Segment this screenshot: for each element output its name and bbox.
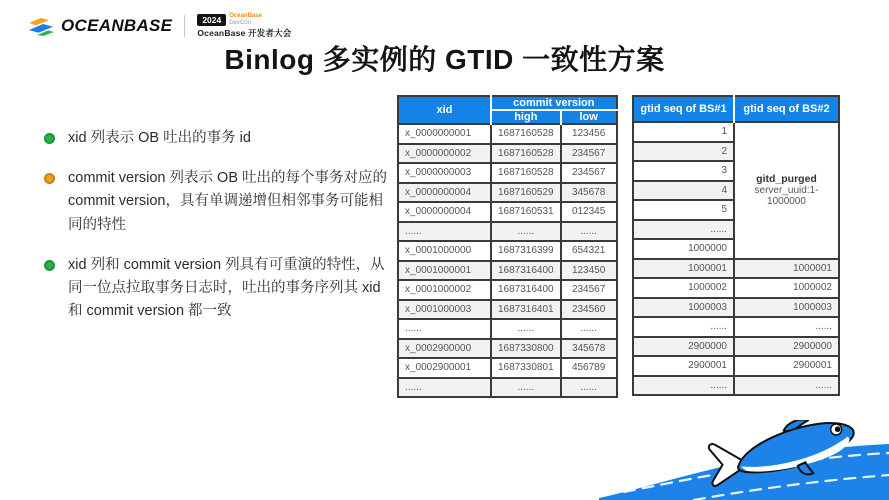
cell-low: 234567 bbox=[561, 163, 617, 183]
wave-fish-illustration bbox=[599, 420, 889, 500]
cell-gtid-bs1: 3 bbox=[633, 161, 734, 181]
col-header-gtid-bs2: gtid seq of BS#2 bbox=[734, 96, 839, 122]
cell-low: 456789 bbox=[561, 358, 617, 378]
cell-gtid-bs1: ...... bbox=[633, 220, 734, 240]
table-row bbox=[633, 337, 839, 357]
cell-xid: ...... bbox=[398, 378, 491, 398]
cell-gtid-bs1: 2900001 bbox=[633, 356, 734, 376]
cell-low: 234567 bbox=[561, 144, 617, 164]
table-row bbox=[398, 183, 617, 203]
badge-line1: OceanBase bbox=[229, 13, 262, 19]
oceanbase-logo-icon bbox=[28, 16, 54, 36]
cell-low: 123450 bbox=[561, 261, 617, 281]
bullet-item bbox=[44, 254, 396, 324]
col-header-commit-version: commit version bbox=[491, 96, 617, 110]
xid-commit-version-table bbox=[397, 95, 618, 398]
gtid-seq-table bbox=[632, 95, 840, 396]
cell-gtid-bs1: ...... bbox=[633, 376, 734, 396]
cell-low: 654321 bbox=[561, 241, 617, 261]
devcon-badge bbox=[197, 13, 291, 39]
cell-low: ...... bbox=[561, 222, 617, 242]
table-row bbox=[398, 144, 617, 164]
cell-gtid-bs2: 2900001 bbox=[734, 356, 839, 376]
cell-low: 345678 bbox=[561, 183, 617, 203]
cell-xid: x_0000000002 bbox=[398, 144, 491, 164]
cell-gtid-bs2: 1000002 bbox=[734, 278, 839, 298]
cell-high: 1687160528 bbox=[491, 124, 561, 144]
bullet-text: commit version 列表示 OB 吐出的每个事务对应的 commit version，具有单调递增但相邻事务可能相同的特性 bbox=[68, 170, 388, 233]
table-row bbox=[398, 339, 617, 359]
cell-xid: x_0000000004 bbox=[398, 183, 491, 203]
bullet-dot-icon bbox=[44, 260, 55, 271]
col-header-high: high bbox=[491, 110, 561, 124]
brand-divider bbox=[184, 15, 185, 37]
cell-high: ...... bbox=[491, 378, 561, 398]
cell-low: 123456 bbox=[561, 124, 617, 144]
badge-subtitle: OceanBase 开发者大会 bbox=[197, 28, 292, 39]
cell-low: 234560 bbox=[561, 300, 617, 320]
bullet-item bbox=[44, 127, 396, 150]
table-row bbox=[398, 319, 617, 339]
cell-xid: ...... bbox=[398, 319, 491, 339]
cell-high: ...... bbox=[491, 222, 561, 242]
cell-gtid-bs2: 1000001 bbox=[734, 259, 839, 279]
gtid-purged-merged-cell bbox=[734, 122, 839, 259]
gtid-purged-server-uuid: server_uuid:1-1000000 bbox=[754, 185, 819, 208]
table-row bbox=[398, 222, 617, 242]
cell-high: ...... bbox=[491, 319, 561, 339]
bullet-list bbox=[44, 127, 396, 340]
cell-gtid-bs1: 1000002 bbox=[633, 278, 734, 298]
cell-low: 345678 bbox=[561, 339, 617, 359]
table-row bbox=[633, 376, 839, 396]
col-header-low: low bbox=[561, 110, 617, 124]
brand-header bbox=[28, 13, 292, 39]
cell-gtid-bs2: 1000003 bbox=[734, 298, 839, 318]
cell-high: 1687330801 bbox=[491, 358, 561, 378]
cell-gtid-bs1: 2900000 bbox=[633, 337, 734, 357]
cell-gtid-bs1: ...... bbox=[633, 317, 734, 337]
cell-xid: x_0001000003 bbox=[398, 300, 491, 320]
cell-gtid-bs1: 1000001 bbox=[633, 259, 734, 279]
cell-high: 1687160529 bbox=[491, 183, 561, 203]
cell-high: 1687316400 bbox=[491, 280, 561, 300]
bullet-item bbox=[44, 167, 396, 237]
cell-high: 1687316400 bbox=[491, 261, 561, 281]
table-row bbox=[398, 378, 617, 398]
table-row bbox=[633, 278, 839, 298]
table-row bbox=[633, 259, 839, 279]
cell-gtid-bs2: ...... bbox=[734, 376, 839, 396]
oceanbase-logo-text: OCEANBASE bbox=[61, 16, 173, 36]
table-row bbox=[398, 124, 617, 144]
bullet-text: xid 列和 commit version 列具有可重演的特性，从同一位点拉取事务日志时，吐出的事务序列其 xid 和 commit version 都一致 bbox=[68, 256, 385, 320]
cell-gtid-bs1: 5 bbox=[633, 200, 734, 220]
col-header-gtid-bs1: gtid seq of BS#1 bbox=[633, 96, 734, 122]
cell-xid: x_0002900000 bbox=[398, 339, 491, 359]
cell-xid: x_0002900001 bbox=[398, 358, 491, 378]
bullet-dot-icon bbox=[44, 133, 55, 144]
table-row bbox=[398, 241, 617, 261]
cell-high: 1687160528 bbox=[491, 163, 561, 183]
table-row bbox=[398, 202, 617, 222]
cell-gtid-bs1: 2 bbox=[633, 142, 734, 162]
cell-gtid-bs1: 1000000 bbox=[633, 239, 734, 259]
cell-xid: x_0000000004 bbox=[398, 202, 491, 222]
cell-gtid-bs2: 2900000 bbox=[734, 337, 839, 357]
badge-year: 2024 bbox=[197, 14, 226, 26]
cell-high: 1687330800 bbox=[491, 339, 561, 359]
cell-high: 1687316399 bbox=[491, 241, 561, 261]
cell-high: 1687160531 bbox=[491, 202, 561, 222]
table-row bbox=[398, 300, 617, 320]
cell-gtid-bs1: 1 bbox=[633, 122, 734, 142]
badge-lines bbox=[229, 13, 262, 26]
gtid-purged-title: gitd_purged bbox=[756, 173, 817, 186]
cell-low: ...... bbox=[561, 319, 617, 339]
page-title: Binlog 多实例的 GTID 一致性方案 bbox=[224, 44, 665, 75]
bullet-dot-icon bbox=[44, 173, 55, 184]
cell-xid: x_0001000001 bbox=[398, 261, 491, 281]
cell-xid: x_0000000003 bbox=[398, 163, 491, 183]
table-row bbox=[398, 261, 617, 281]
cell-xid: x_0000000001 bbox=[398, 124, 491, 144]
col-header-xid: xid bbox=[398, 96, 491, 124]
cell-xid: x_0001000000 bbox=[398, 241, 491, 261]
cell-high: 1687160528 bbox=[491, 144, 561, 164]
cell-xid: x_0001000002 bbox=[398, 280, 491, 300]
table-row bbox=[398, 358, 617, 378]
cell-low: ...... bbox=[561, 378, 617, 398]
cell-low: 234567 bbox=[561, 280, 617, 300]
cell-gtid-bs2: ...... bbox=[734, 317, 839, 337]
table-row bbox=[633, 298, 839, 318]
badge-line2: DevCon bbox=[229, 19, 251, 26]
cell-gtid-bs1: 4 bbox=[633, 181, 734, 201]
table-row bbox=[398, 163, 617, 183]
cell-gtid-bs1: 1000003 bbox=[633, 298, 734, 318]
table-row bbox=[633, 122, 839, 142]
cell-xid: ...... bbox=[398, 222, 491, 242]
cell-high: 1687316401 bbox=[491, 300, 561, 320]
table-row bbox=[633, 317, 839, 337]
bullet-text: xid 列表示 OB 吐出的事务 id bbox=[68, 130, 251, 146]
cell-low: 012345 bbox=[561, 202, 617, 222]
table-row bbox=[633, 356, 839, 376]
table-row bbox=[398, 280, 617, 300]
badge-top-row bbox=[197, 13, 291, 26]
